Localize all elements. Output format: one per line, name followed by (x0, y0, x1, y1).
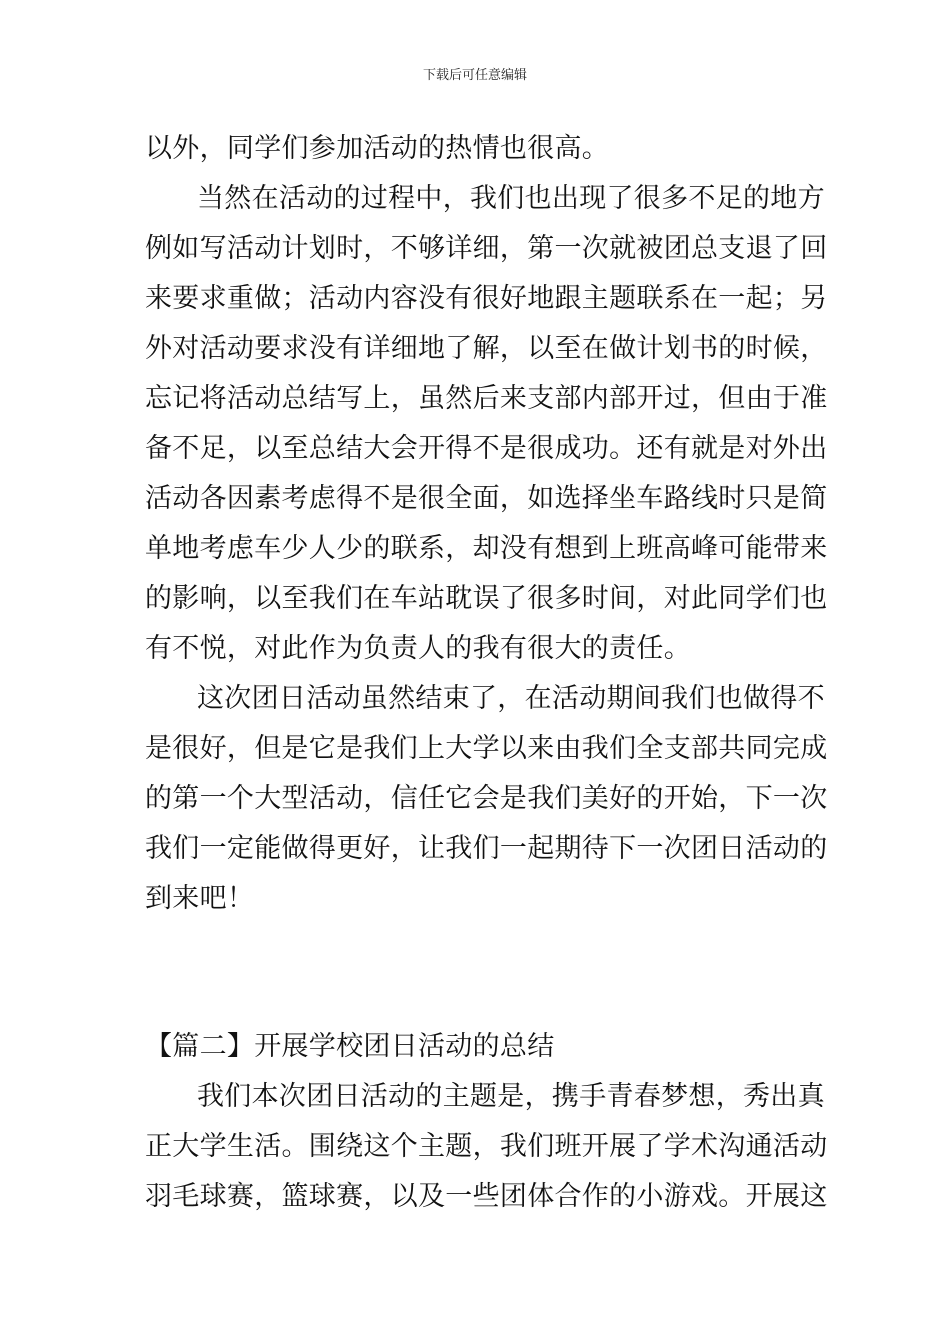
text-line: 是很好，但是它是我们上大学以来由我们全支部共同完成 (145, 733, 828, 764)
text-line: 我们一定能做得更好，让我们一起期待下一次团日活动的 (145, 833, 828, 864)
text-line: 忘记将活动总结写上，虽然后来支部内部开过，但由于准 (145, 383, 828, 414)
text-line: 的第一个大型活动，信任它会是我们美好的开始，下一次 (145, 783, 828, 814)
text-line: 单地考虑车少人少的联系，却没有想到上班高峰可能带来 (145, 533, 828, 564)
text-line: 备不足，以至总结大会开得不是很成功。还有就是对外出 (145, 433, 828, 464)
paragraph-first-line: 当然在活动的过程中，我们也出现了很多不足的地方 (197, 183, 825, 214)
text-line: 外对活动要求没有详细地了解，以至在做计划书的时候， (145, 333, 828, 364)
text-line: 的影响，以至我们在车站耽误了很多时间，对此同学们也 (145, 583, 828, 614)
text-line: 例如写活动计划时，不够详细，第一次就被团总支退了回 (145, 233, 828, 264)
text-line: 正大学生活。围绕这个主题，我们班开展了学术沟通活动 (145, 1131, 828, 1162)
paragraph-first-line: 我们本次团日活动的主题是，携手青春梦想，秀出真 (197, 1081, 825, 1112)
text-line: 有不悦，对此作为负责人的我有很大的责任。 (145, 633, 691, 664)
page-header: 下载后可任意编辑 (422, 68, 527, 83)
text-line: 到来吧！ (145, 883, 255, 914)
text-line: 以外，同学们参加活动的热情也很高。 (145, 133, 610, 164)
paragraph-first-line: 这次团日活动虽然结束了，在活动期间我们也做得不 (197, 683, 825, 714)
text-line: 羽毛球赛，篮球赛，以及一些团体合作的小游戏。开展这 (145, 1181, 828, 1212)
section-heading: 【篇二】开展学校团日活动的总结 (145, 1031, 555, 1062)
text-line: 活动各因素考虑得不是很全面，如选择坐车路线时只是简 (145, 483, 828, 514)
text-line: 来要求重做；活动内容没有很好地跟主题联系在一起；另 (145, 283, 828, 314)
